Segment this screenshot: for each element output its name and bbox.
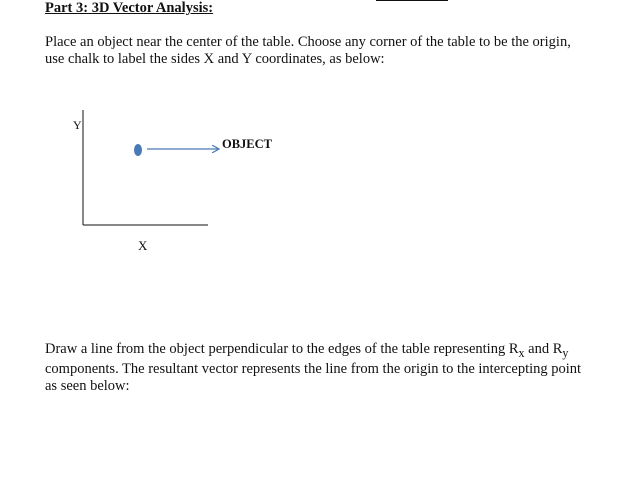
instruction-paragraph-1: Place an object near the center of the table. Choose any corner of the table to be the origin, use chalk to label the sides X and Y coordinates, as below:	[45, 34, 571, 67]
paragraph2-text-b: and R	[524, 341, 563, 357]
object-dot	[134, 144, 142, 156]
section-heading: Part 3: 3D Vector Analysis:	[45, 0, 214, 16]
y-axis-label: Y	[73, 118, 82, 132]
rx-subscript: x	[518, 345, 525, 360]
paragraph2-text-a: Draw a line from the object perpendicular to the edges of the table representing R	[45, 341, 519, 357]
instruction-paragraph-2	[45, 341, 585, 394]
object-label: OBJECT	[222, 137, 273, 151]
paragraph2-text-c: components. The resultant vector represents the line from the origin to the intercepting point as seen below:	[45, 361, 582, 394]
ry-subscript: y	[562, 345, 569, 360]
x-axis-label: X	[138, 238, 148, 253]
